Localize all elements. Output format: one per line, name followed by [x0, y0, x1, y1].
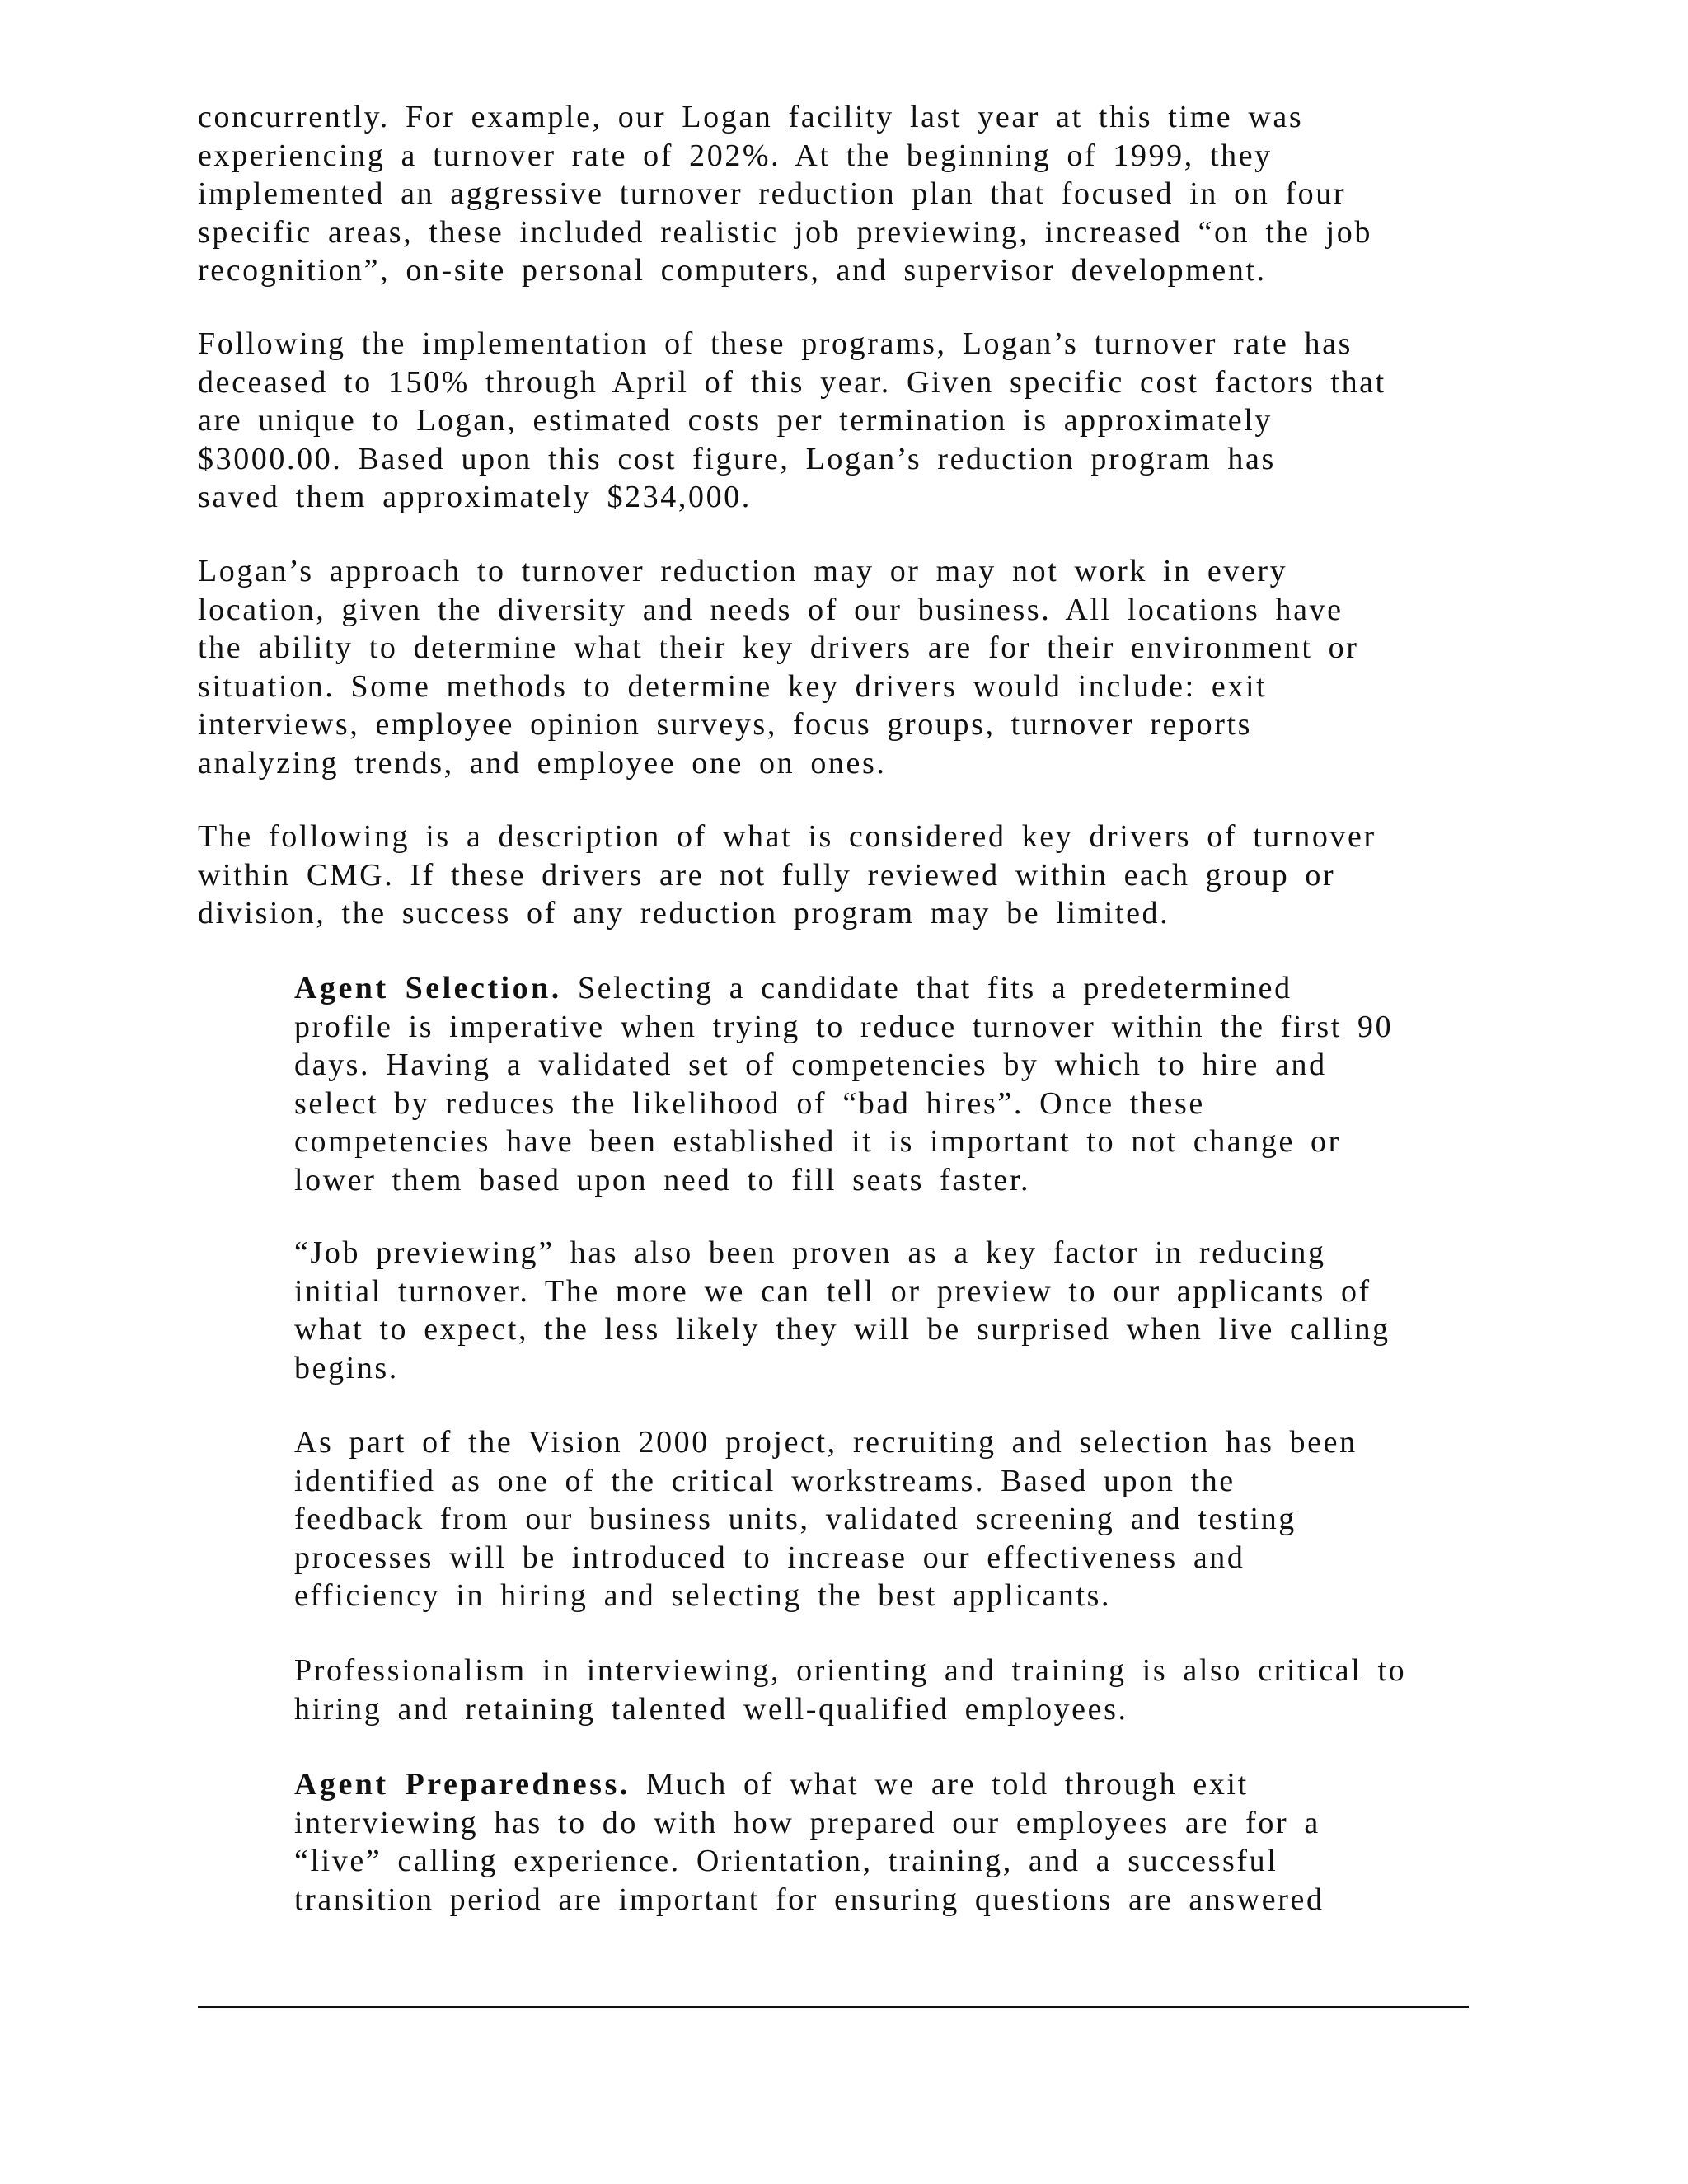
footer-divider — [198, 2006, 1469, 2008]
paragraph-text: Following the implementation of these programs, Logan’s turnover rate has deceased to 150% through April of this year. Given specific cost factors that are unique to Logan, estimated costs per termination is approximately $3000.00. Based upon this cost figure, Logan’s reduction program has saved them approximately $234,000. — [198, 326, 1386, 514]
paragraph-text: As part of the Vision 2000 project, recruiting and selection has been identified as one of the critical workstreams. Based upon the feedback from our business units, validated screening and testing processes will be introduced to increase our effectiveness and efficiency in hiring and selecting the best applicants. — [294, 1425, 1357, 1613]
paragraph-text: Much of what we are told through exit interviewing has to do with how prepared our employees are for a “live” calling experience. Orientation, training, and a successful transition period are important for ensuring questions are answered — [294, 1767, 1325, 1917]
paragraph-text: Selecting a candidate that fits a predetermined profile is imperative when trying to reduce turnover within the first 90 days. Having a validated set of competencies by which to hire and select by reduces the likelihood of “bad hires”. Once these competencies have been established it is important to not change or lower them based upon need to fill seats faster. — [294, 971, 1394, 1197]
paragraph-text: Logan’s approach to turnover reduction may or may not work in every location, given the diversity and needs of our business. All locations have the ability to determine what their key drivers are for their environment or situation. Some methods to determine key drivers would include: exit interviews, employee opinion surveys, focus groups, turnover reports analyzing trends, and employee one on ones. — [198, 554, 1359, 780]
section-heading-agent-preparedness: Agent Preparedness. — [294, 1767, 631, 1802]
paragraph-professionalism — [294, 1652, 1506, 1728]
paragraph-text: concurrently. For example, our Logan facility last year at this time was experiencing a turnover rate of 202%. At the beginning of 1999, they implemented an aggressive turnover reduction plan that focused in on four specific areas, these included realistic job previewing, increased “on the job recognition”, on-site personal computers, and supervisor development. — [198, 100, 1373, 288]
paragraph-vision-2000 — [294, 1423, 1506, 1615]
section-heading-agent-selection: Agent Selection. — [294, 971, 562, 1005]
section-agent-selection — [294, 969, 1506, 1199]
paragraph-key-drivers-intro — [198, 818, 1500, 933]
paragraph-text: “Job previewing” has also been proven as a key factor in reducing initial turnover. The more we can tell or preview to our applicants of what to expect, the less likely they will be surprised when live calling begins. — [294, 1235, 1390, 1385]
paragraph-job-previewing — [294, 1234, 1506, 1387]
paragraph-text: The following is a description of what is considered key drivers of turnover within CMG. If these drivers are not fully reviewed within each group or division, the success of any reduction program may be limited. — [198, 819, 1376, 930]
section-agent-preparedness — [294, 1765, 1506, 1919]
paragraph-logan-example — [198, 98, 1500, 290]
paragraph-logan-results — [198, 325, 1500, 517]
paragraph-logan-approach — [198, 552, 1500, 782]
paragraph-text: Professionalism in interviewing, orienting and training is also critical to hiring and retaining talented well-qualified employees. — [294, 1653, 1407, 1727]
